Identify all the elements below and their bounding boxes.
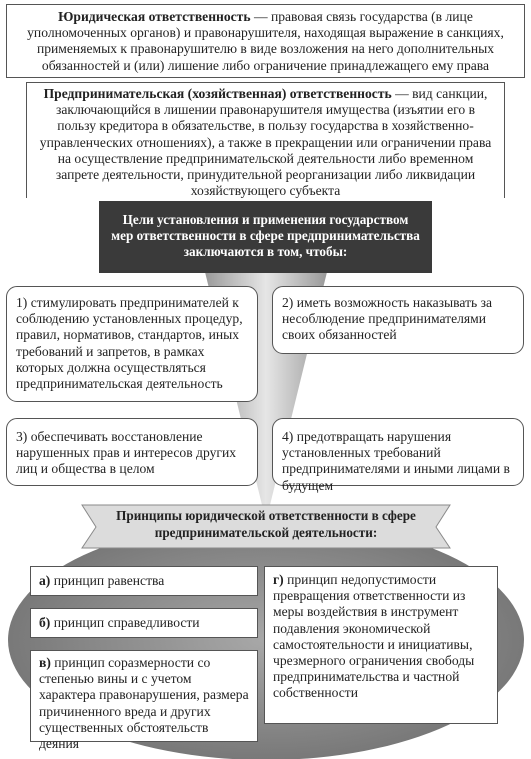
goal-item-4	[272, 418, 524, 493]
principle-a-text: принцип равенства	[50, 573, 165, 588]
business-responsibility-text: — вид санкции, заключающийся в лишении правонарушителя имущества (изъятии его в пользу кредитора в обязательстве, в пользу государства в хозяйственно-управленческих отношениях), а также в прекращении или ограничении права на осуществление предпринимательской деятельности либо временном запрете деятельности, принудительной реорганизации либо ликвидации хозяйствующего субъекта	[39, 86, 492, 199]
goal-item-1	[6, 286, 258, 402]
principle-b-text: принцип справедливости	[50, 615, 200, 630]
principle-g-text: принцип недопустимости превращения ответственности из меры воздействия в инструмент подавления экономической самостоятельности и инициативы, чрезмерного ограничения свободы предпринимательства и частной собственности	[273, 572, 475, 701]
goal-item-3-text: 3) обеспечивать восстановление нарушенных прав и интересов других лиц и общества в целом	[16, 429, 237, 477]
goal-item-2-text: 2) иметь возможность наказывать за несоблюдение предпринимателями своих обязанностей	[282, 295, 493, 343]
principle-b-marker: б)	[39, 615, 51, 630]
goal-item-1-text: 1) стимулировать предпринимателей к соблюдению установленных процедур, правил, нормативов, стандартов, иных требований и запретов, в рамках которых должна осуществляться предпринимательская деятельность	[16, 295, 243, 392]
goal-item-3	[6, 418, 258, 486]
principle-a-marker: а)	[39, 573, 51, 588]
business-responsibility-term: Предпринимательская (хозяйственная) ответственность	[43, 86, 392, 101]
principle-item-v	[30, 650, 258, 752]
goal-item-2	[272, 286, 524, 354]
business-responsibility-definition	[26, 82, 505, 198]
principle-v-text: принцип соразмерности со степенью вины и с учетом характера правонарушения, размера причиненного вреда и других существенных обстоятельств деяния	[39, 655, 249, 752]
principles-header-text: Принципы юридической ответственности в сфере предпринимательской деятельности:	[116, 508, 416, 540]
principle-g-marker: г)	[273, 572, 284, 587]
principle-item-a	[30, 566, 258, 596]
goals-banner-text: Цели установления и применения государством мер ответственности в сфере предпринимательства заключаются в том, чтобы:	[111, 212, 420, 259]
principle-item-g	[264, 566, 498, 724]
legal-responsibility-definition	[6, 4, 525, 78]
goal-item-4-text: 4) предотвращать нарушения установленных требований предпринимателями и иными лицами в будущем	[282, 429, 510, 493]
principles-header	[104, 508, 428, 546]
goals-banner	[99, 201, 432, 273]
principle-v-marker: в)	[39, 655, 51, 670]
legal-responsibility-text: — правовая связь государства (в лице уполномоченных органов) и правонарушителя, находящая выражение в санкциях, применяемых к правонарушителю в виде возложения на него дополнительных обязанностей и (или) лишение либо ограничение принадлежащего ему права	[27, 9, 504, 73]
legal-responsibility-term: Юридическая ответственность	[58, 9, 251, 24]
principle-item-b	[30, 608, 258, 638]
